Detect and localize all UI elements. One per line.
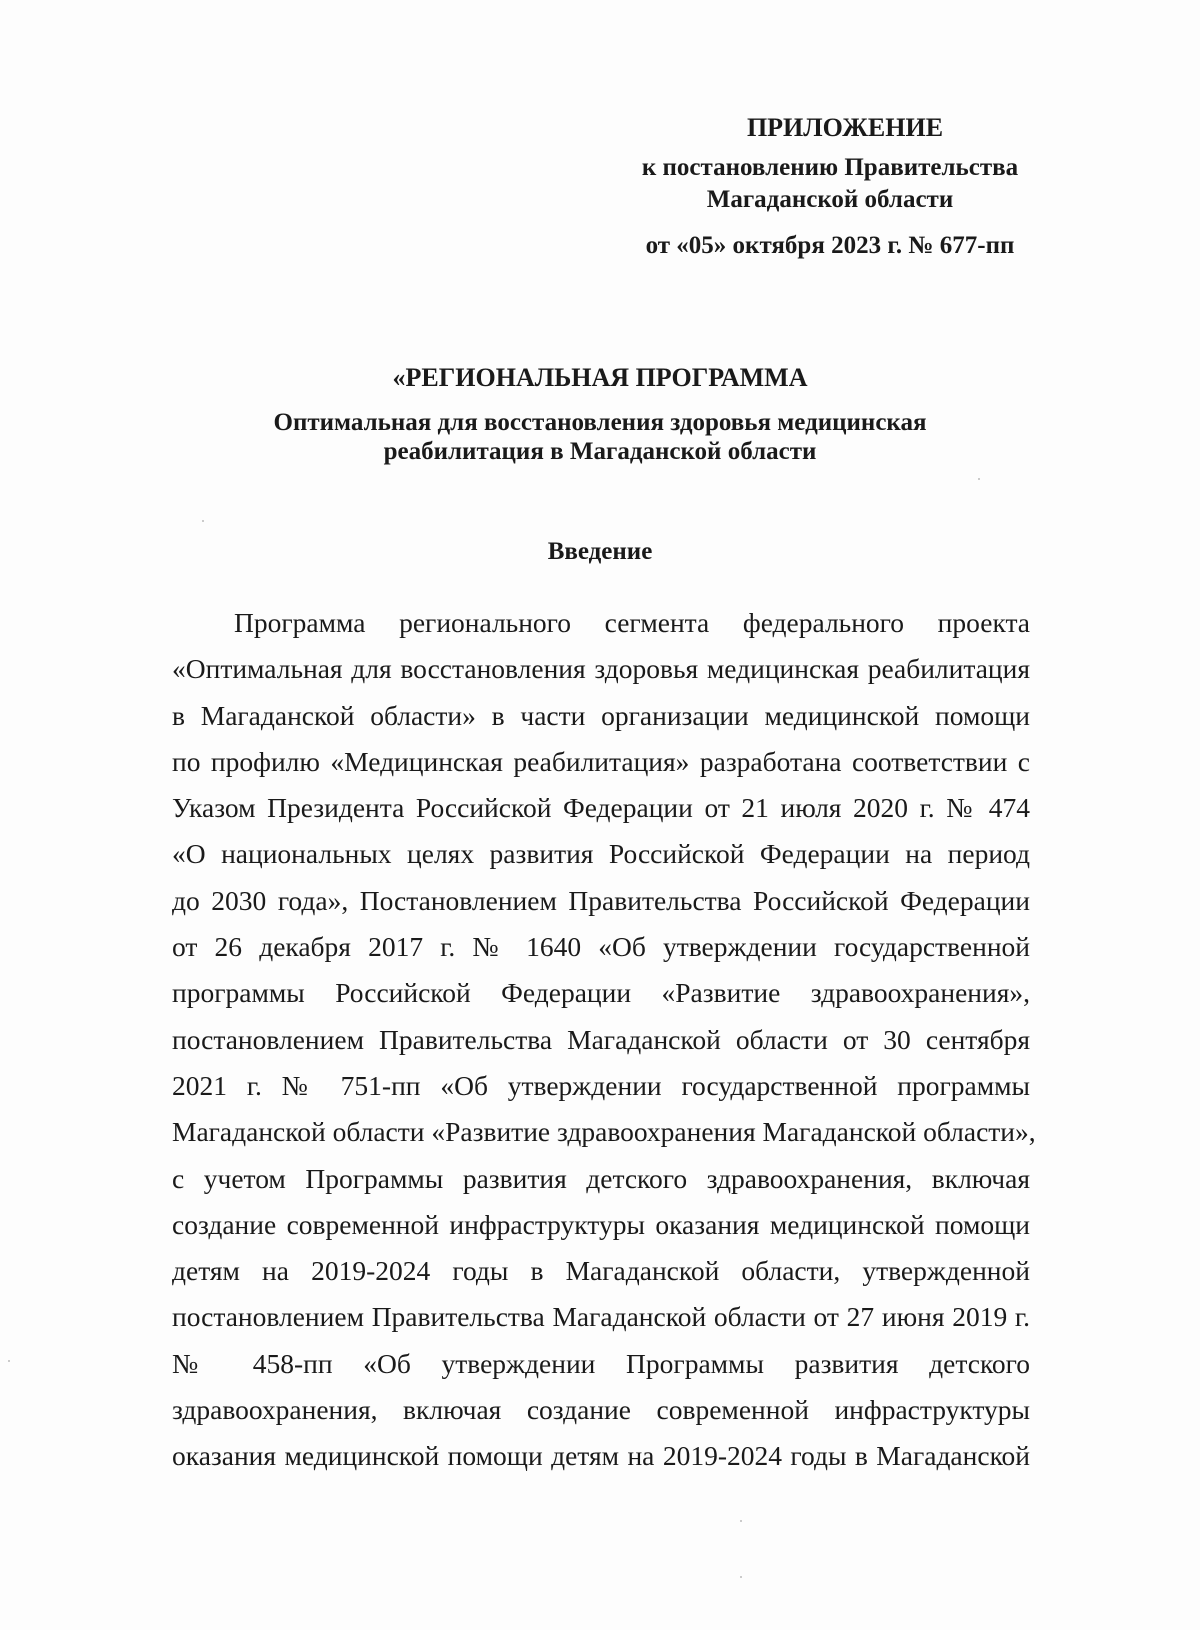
paragraph-line: «Оптимальная для восстановления здоровья медицинская реабилитация [172, 653, 1030, 685]
scan-speck [740, 1520, 742, 1522]
paragraph-line: по профилю «Медицинская реабилитация» разработана соответствии с [172, 745, 1030, 777]
appendix-header [620, 112, 1040, 262]
paragraph-line: Программа регионального сегмента федерального проекта [234, 607, 1030, 638]
program-subtitle-line: реабилитация в Магаданской области [383, 438, 817, 465]
paragraph-line: в Магаданской области» в части организации медицинской помощи [172, 699, 1030, 731]
paragraph-line: с учетом Программы развития детского здравоохранения, включая [172, 1162, 1030, 1194]
scan-speck [740, 1576, 742, 1578]
section-heading: Введение [547, 538, 653, 565]
program-subtitle-line: Оптимальная для восстановления здоровья медицинская [273, 409, 927, 436]
paragraph-line: программы Российской Федерации «Развитие здравоохранения», [172, 977, 1030, 1009]
paragraph-line: № 458-пп «Об утверждении Программы развития детского [172, 1347, 1030, 1379]
paragraph-line: «О национальных целях развития Российской Федерации на период [172, 838, 1030, 870]
program-title: «РЕГИОНАЛЬНАЯ ПРОГРАММА [392, 363, 808, 392]
paragraph-line: постановлением Правительства Магаданской области от 27 июня 2019 г. [172, 1301, 1030, 1333]
paragraph-line: Магаданской области «Развитие здравоохранения Магаданской области», [172, 1116, 1036, 1148]
paragraph-line: оказания медицинской помощи детям на 2019-2024 годы в Магаданской [172, 1440, 1030, 1472]
appendix-decree-line: к постановлению Правительства [641, 154, 1019, 181]
paragraph-line: детям на 2019-2024 годы в Магаданской области, утвержденной [172, 1255, 1030, 1287]
appendix-region-line: Магаданской области [706, 186, 954, 213]
program-subtitle [170, 408, 1030, 466]
appendix-title: ПРИЛОЖЕНИЕ [746, 113, 944, 142]
appendix-date-line: от «05» октября 2023 г. № 677-пп [645, 232, 1015, 259]
scan-speck [202, 520, 204, 522]
paragraph-line: создание современной инфраструктуры оказания медицинской помощи [172, 1208, 1030, 1240]
scan-speck [978, 478, 980, 480]
paragraph-line: Указом Президента Российской Федерации от 21 июля 2020 г. № 474 [172, 792, 1030, 824]
paragraph-line: 2021 г. № 751-пп «Об утверждении государственной программы [172, 1069, 1030, 1101]
paragraph-line: здравоохранения, включая создание современной инфраструктуры [172, 1394, 1030, 1426]
paragraph-line: до 2030 года», Постановлением Правительства Российской Федерации [172, 884, 1030, 916]
paragraph-line: постановлением Правительства Магаданской области от 30 сентября [172, 1023, 1030, 1055]
body-paragraph [172, 600, 1036, 1480]
paragraph-line: от 26 декабря 2017 г. № 1640 «Об утверждении государственной [172, 931, 1030, 963]
scan-speck [8, 1360, 10, 1362]
